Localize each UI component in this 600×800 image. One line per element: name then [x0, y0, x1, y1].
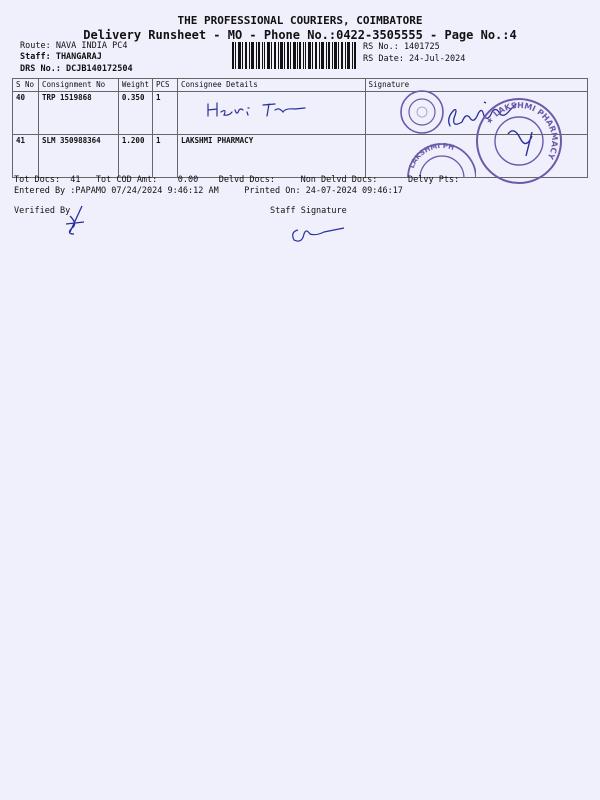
table-header-row — [13, 79, 588, 92]
col-header-consignment: Consignment No — [38, 79, 118, 92]
cell-sno: 41 — [13, 135, 39, 178]
company-title: THE PROFESSIONAL COURIERS, COIMBATORE — [177, 14, 423, 27]
cell-sno: 40 — [13, 92, 39, 135]
totals-line: Tot Docs: 41 Tot COD Amt: 0.00 Delvd Docs: Non Delvd Docs: Delvy Pts: — [14, 175, 460, 185]
lakshmi-pharmacy-stamp-large-image — [474, 96, 564, 186]
handwritten-name-image — [205, 98, 310, 120]
entered-by-line: Entered By :PAPAMO 07/24/2024 9:46:12 AM Printed On: 24-07-2024 09:46:17 — [14, 186, 403, 196]
barcode-image — [232, 42, 356, 69]
lakshmi-pharmacy-stamp-partial-image — [404, 132, 476, 180]
staff-label: Staff: THANGARAJ — [20, 52, 102, 62]
drs-number: DRS No.: DCJB140172504 — [20, 64, 133, 74]
verified-by-label: Verified By — [14, 206, 71, 216]
cell-pcs: 1 — [152, 92, 177, 135]
col-header-signature: Signature — [365, 79, 587, 92]
runsheet-subtitle: Delivery Runsheet - MO - Phone No.:0422-3505555 - Page No.:4 — [83, 28, 517, 42]
cell-weight: 0.350 — [118, 92, 152, 135]
rs-number: RS No.: 1401725 — [363, 42, 440, 52]
col-header-weight: Weight — [118, 79, 152, 92]
cell-consignee: LAKSHMI PHARMACY — [177, 135, 365, 178]
svg-text:LAKSHMI PH: LAKSHMI PH — [407, 141, 456, 170]
verifier-mark-image — [62, 204, 90, 238]
rs-date: RS Date: 24-Jul-2024 — [363, 54, 466, 64]
cell-consignment: SLM 350988364 — [38, 135, 118, 178]
cell-pcs: 1 — [152, 135, 177, 178]
svg-text:★ LAKSHMI PHARMACY: ★ LAKSHMI PHARMACY — [484, 100, 560, 161]
staff-signature-mark-image — [288, 222, 348, 244]
route-label: Route: NAVA INDIA PC4 — [20, 41, 128, 51]
col-header-pcs: PCS — [152, 79, 177, 92]
cell-consignment: TRP 1519868 — [38, 92, 118, 135]
staff-signature-label: Staff Signature — [270, 206, 347, 216]
col-header-consignee: Consignee Details — [177, 79, 365, 92]
col-header-sno: S No — [13, 79, 39, 92]
round-stamp-small-image — [398, 88, 446, 136]
cell-weight: 1.200 — [118, 135, 152, 178]
